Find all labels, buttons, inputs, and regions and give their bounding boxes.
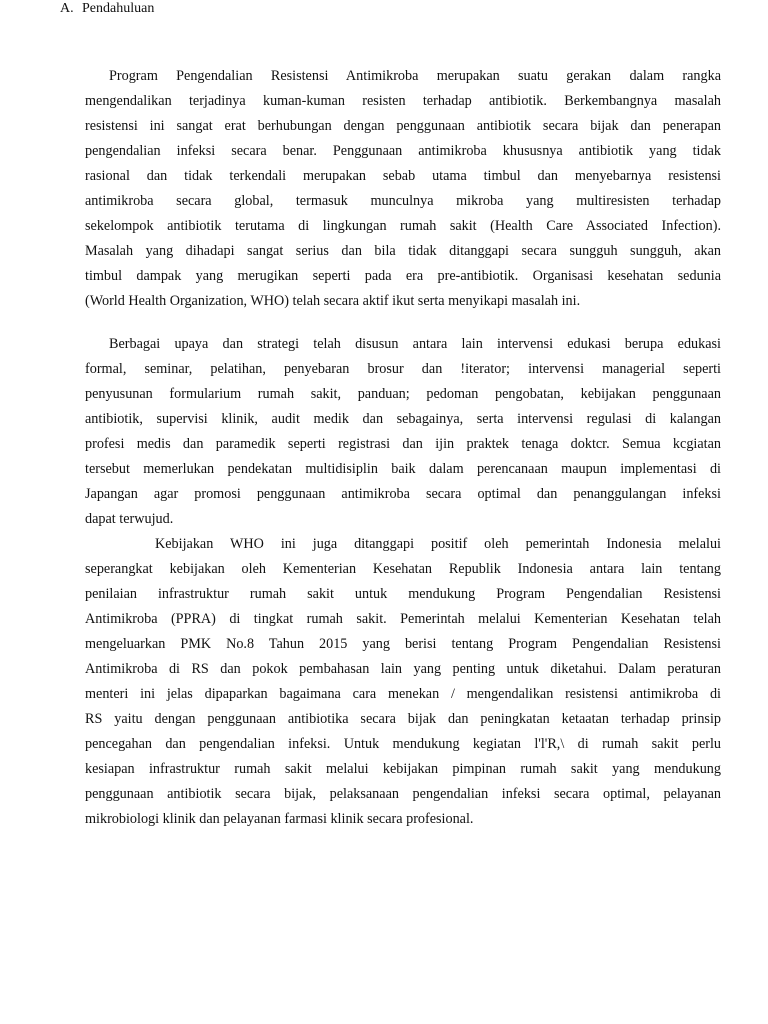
paragraph-line: Japangan agar promosi penggunaan antimikroba secara optimal dan penanggulangan infeksi — [85, 486, 721, 502]
paragraph-line: penggunaan antibiotik secara bijak, pelaksanaan pengendalian infeksi secara optimal, pelayanan — [85, 786, 721, 802]
paragraph-line: Kebijakan WHO ini juga ditanggapi positif oleh pemerintah Indonesia melalui — [155, 536, 721, 552]
paragraph-3 — [85, 532, 721, 832]
paragraph-line: profesi medis dan paramedik seperti registrasi dan ijin praktek tenaga doktcr. Semua kcgiatan — [85, 436, 721, 452]
document-body — [85, 64, 721, 832]
paragraph-line: pengendalian infeksi secara benar. Penggunaan antimikroba khususnya antibiotik yang tidak — [85, 143, 721, 159]
paragraph-line: Berbagai upaya dan strategi telah disusun antara lain intervensi edukasi berupa edukasi — [109, 336, 721, 352]
paragraph-line: mengeluarkan PMK No.8 Tahun 2015 yang berisi tentang Program Pengendalian Resistensi — [85, 636, 721, 652]
paragraph-line: seperangkat kebijakan oleh Kementerian Kesehatan Republik Indonesia antara lain tentang — [85, 561, 721, 577]
paragraph-line: antimikroba secara global, termasuk munculnya mikroba yang multiresisten terhadap — [85, 193, 721, 209]
paragraph-line: sekelompok antibiotik terutama di lingkungan rumah sakit (Health Care Associated Infection). — [85, 218, 721, 234]
paragraph-line: (World Health Organization, WHO) telah secara aktif ikut serta menyikapi masalah ini. — [85, 293, 581, 309]
paragraph-line: mikrobiologi klinik dan pelayanan farmasi klinik secara profesional. — [85, 811, 474, 827]
paragraph-line: antibiotik, supervisi klinik, audit medik dan sebagainya, serta intervensi regulasi di kalangan — [85, 411, 721, 427]
paragraph-line: dapat terwujud. — [85, 511, 174, 527]
paragraph-line: tersebut memerlukan pendekatan multidisiplin baik dalam perencanaan maupun implementasi di — [85, 461, 721, 477]
paragraph-line: kesiapan infrastruktur rumah sakit melalui kebijakan pimpinan rumah sakit yang mendukung — [85, 761, 721, 777]
paragraph-line: pencegahan dan pengendalian infeksi. Untuk mendukung kegiatan l'l'R,\ di rumah sakit perlu — [85, 736, 721, 752]
paragraph-line: Antimikroba (PPRA) di tingkat rumah sakit. Pemerintah melalui Kementerian Kesehatan telah — [85, 611, 721, 627]
section-number: A. — [60, 1, 74, 16]
paragraph-line: RS yaitu dengan penggunaan antibiotika secara bijak dan peningkatan ketaatan terhadap prinsip — [85, 711, 721, 727]
paragraph-line: formal, seminar, pelatihan, penyebaran brosur dan !iterator; intervensi managerial seperti — [85, 361, 721, 377]
paragraph-line: rasional dan tidak terkendali merupakan sebab utama timbul dan menyebarnya resistensi — [85, 168, 721, 184]
paragraph-2 — [85, 332, 721, 532]
paragraph-line: resistensi ini sangat erat berhubungan dengan penggunaan antibiotik secara bijak dan penerapan — [85, 118, 721, 134]
paragraph-line: Masalah yang dihadapi sangat serius dan bila tidak ditanggapi secara sungguh sungguh, akan — [85, 243, 721, 259]
section-heading — [60, 0, 154, 18]
paragraph-line: Antimikroba di RS dan pokok pembahasan lain yang penting untuk diketahui. Dalam peraturan — [85, 661, 721, 677]
paragraph-line: mengendalikan terjadinya kuman-kuman resisten terhadap antibiotik. Berkembangnya masalah — [85, 93, 721, 109]
section-title: Pendahuluan — [82, 1, 155, 16]
paragraph-line: penilaian infrastruktur rumah sakit untuk mendukung Program Pengendalian Resistensi — [85, 586, 721, 602]
paragraph-1 — [85, 64, 721, 314]
paragraph-line: timbul dampak yang merugikan seperti pada era pre-antibiotik. Organisasi kesehatan sedunia — [85, 268, 721, 284]
paragraph-line: penyusunan formularium rumah sakit, panduan; pedoman pengobatan, kebijakan penggunaan — [85, 386, 721, 402]
paragraph-line: menteri ini jelas dipaparkan bagaimana cara menekan / mengendalikan resistensi antimikroba di — [85, 686, 721, 702]
paragraph-line: Program Pengendalian Resistensi Antimikroba merupakan suatu gerakan dalam rangka — [109, 68, 721, 84]
